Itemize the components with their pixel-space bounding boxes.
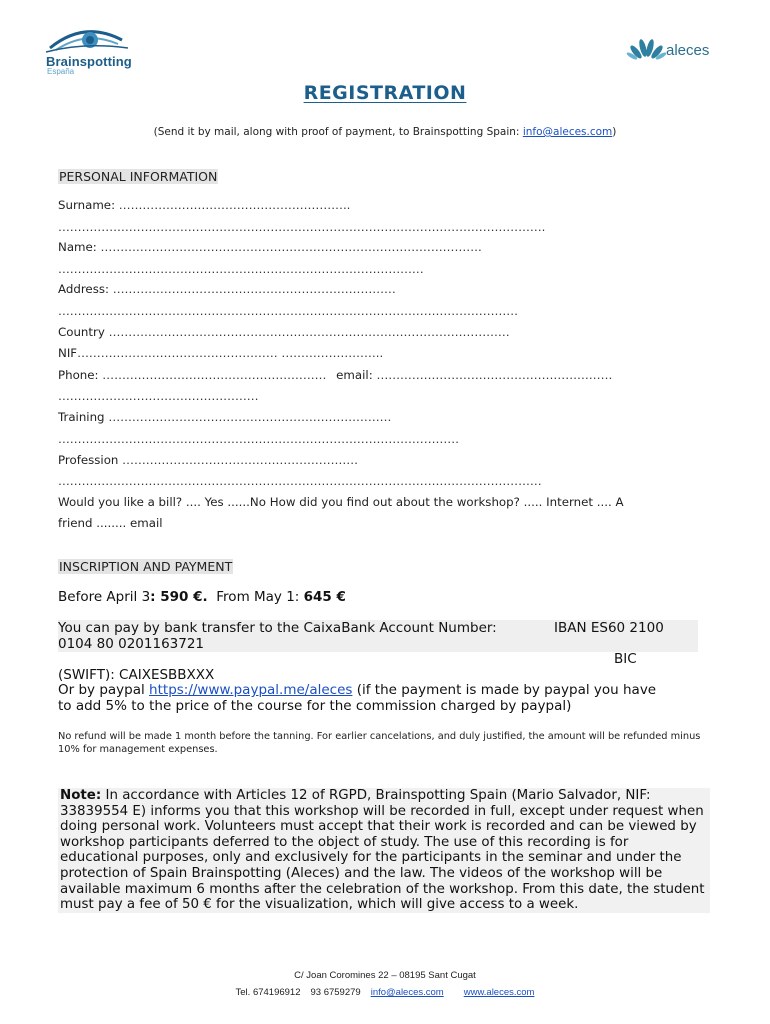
bank-transfer-text: You can pay by bank transfer to the CaixaBank Account Number:: [58, 620, 497, 636]
personal-section-heading: PERSONAL INFORMATION: [59, 169, 218, 184]
eye-logo-icon: [44, 22, 144, 56]
country-field[interactable]: Country …………………………………………………………………………………………: [58, 325, 510, 339]
flower-logo-icon: [626, 34, 666, 62]
payment-section-heading: INSCRIPTION AND PAYMENT: [59, 559, 233, 574]
surname-field[interactable]: Surname: …………………………………………………..: [58, 198, 351, 212]
account-number: 0104 80 0201163721: [58, 636, 205, 652]
page-title: REGISTRATION: [303, 82, 467, 104]
iban-label: IBAN ES60 2100: [554, 620, 664, 636]
note-text: In accordance with Articles 12 of RGPD, Brainspotting Spain (Mario Salvador, NIF: 33839554 E) informs you that this workshop will be recorded in full, except under request when doing personal work. Volunteers must accept that their work is recorded and can be viewed by workshop participants deferred to the object of study. The use of this recording is for educational purposes, only and exclusively for the participants in the seminar and under the protection of Spain Brainspotting (Aleces) and the law. The videos of the workshop will be available maximum 6 months after the celebration of the workshop. From this date, the student must pay a fee of 50 € for the visualization, which will give access to a week.: [60, 788, 705, 913]
name-field-continued[interactable]: …………………………………………………………………………………: [58, 262, 424, 276]
footer-contact: Tel. 674196912 93 6759279 info@aleces.com www.aleces.com: [235, 987, 535, 998]
bill-question-continued[interactable]: friend ........ email: [58, 516, 163, 530]
nif-field[interactable]: NIF…………………………………………… ……………………..: [58, 346, 384, 360]
bic-label: BIC: [614, 651, 637, 667]
footer-web-link[interactable]: www.aleces.com: [463, 987, 535, 998]
training-field[interactable]: Training ………………………………………………………………: [58, 410, 392, 424]
phone-email-field-continued[interactable]: ……………………………………………: [58, 389, 259, 403]
send-instructions: (Send it by mail, along with proof of payment, to Brainspotting Spain: info@aleces.com): [153, 126, 617, 138]
email-label: email:: [336, 368, 373, 382]
footer-email-link[interactable]: info@aleces.com: [370, 987, 444, 998]
bank-transfer-block: [58, 620, 698, 652]
address-field[interactable]: Address: ………………………………………………………………: [58, 282, 396, 296]
phone-email-field[interactable]: Phone: ………………………………………………… email: ……………………………………………………: [58, 368, 613, 382]
profession-field[interactable]: Profession ……………………………………………………: [58, 453, 359, 467]
aleces-wordmark: aleces: [666, 42, 710, 59]
footer-address: C/ Joan Coromines 22 – 08195 Sant Cugat: [294, 970, 476, 981]
address-field-continued[interactable]: ………………………………………………………………………………………………………: [58, 304, 519, 318]
paypal-line: Or by paypal https://www.paypal.me/aleces (if the payment is made by paypal you have: [58, 682, 657, 698]
note-label: Note:: [60, 788, 102, 803]
paypal-link[interactable]: https://www.paypal.me/aleces: [149, 682, 353, 698]
recording-note: [58, 788, 710, 913]
name-field[interactable]: Name: …………………………………………………………………………………….: [58, 240, 482, 254]
brainspotting-wordmark: Brainspotting: [46, 54, 132, 69]
profession-field-continued[interactable]: ……………………………………………………………………………………………………………: [58, 474, 542, 488]
surname-field-continued[interactable]: …………………………………………………………………………………………………………….: [58, 220, 546, 234]
paypal-fee-note: to add 5% to the price of the course for the commission charged by paypal): [58, 698, 572, 714]
brainspotting-logo: [44, 22, 144, 82]
brainspotting-subtitle: España: [47, 67, 75, 76]
refund-policy: No refund will be made 1 month before the tanning. For earlier cancelations, and duly justified, the amount will be refunded minus 10% for management expenses.: [58, 731, 701, 755]
price-line: Before April 3: 590 €. From May 1: 645 €: [58, 589, 346, 605]
swift-code: (SWIFT): CAIXESBBXXX: [58, 667, 215, 683]
training-field-continued[interactable]: …………………………………………………………………………………………: [58, 432, 460, 446]
aleces-logo: [626, 34, 726, 64]
contact-email-link[interactable]: info@aleces.com: [522, 126, 613, 138]
bill-question[interactable]: Would you like a bill? .... Yes ......No How did you find out about the workshop? ..... Internet .... A: [58, 495, 624, 509]
